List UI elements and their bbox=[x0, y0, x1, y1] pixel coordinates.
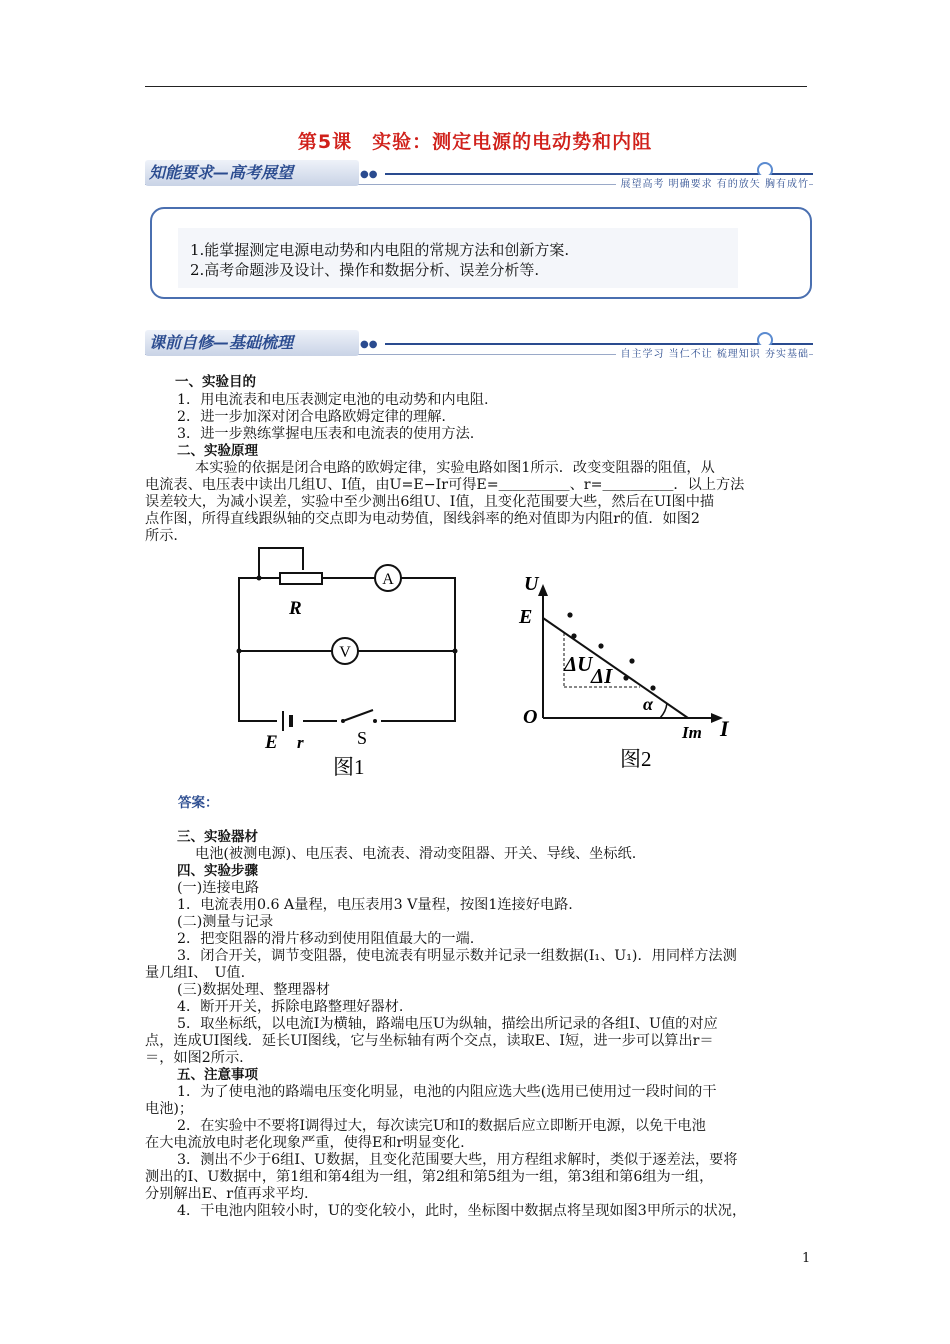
im-label: Im bbox=[682, 723, 702, 742]
dots-icon: ●● bbox=[360, 169, 378, 180]
header-rule bbox=[145, 86, 807, 87]
alpha-label: α bbox=[643, 694, 653, 714]
text-line: 2．进一步加深对闭合电路欧姆定律的理解. bbox=[177, 409, 446, 425]
delta-i-label: ΔI bbox=[591, 664, 613, 688]
banner-title: 知能要求—高考展望 bbox=[145, 160, 359, 186]
dots-icon: ●● bbox=[360, 339, 378, 350]
u-axis-label: U bbox=[524, 573, 539, 595]
answer-label: 答案： bbox=[178, 795, 219, 811]
text-line: 3．进一步熟练掌握电压表和电流表的使用方法. bbox=[177, 426, 475, 442]
emf-label: E bbox=[265, 732, 278, 753]
ammeter-label: A bbox=[382, 571, 394, 588]
text-line: ＝，如图2所示. bbox=[145, 1050, 244, 1066]
heading: 一、实验目的 bbox=[175, 374, 256, 390]
heading: 二、实验原理 bbox=[177, 443, 258, 459]
internal-resistance-label: r bbox=[297, 733, 304, 752]
section-banner-basics bbox=[145, 330, 813, 360]
i-axis-label: I bbox=[720, 716, 729, 741]
figure-2-caption: 图2 bbox=[620, 747, 652, 771]
text-line: 5．取坐标纸，以电流I为横轴，路端电压U为纵轴，描绘出所记录的各组I、U值的对应 bbox=[177, 1016, 718, 1032]
e-label: E bbox=[519, 606, 533, 628]
requirement-item: 2.高考命题涉及设计、操作和数据分析、误差分析等. bbox=[190, 261, 540, 279]
rheostat-symbol bbox=[280, 573, 322, 584]
text-line: 1．电流表用0.6 A量程，电压表用3 V量程，按图1连接好电路. bbox=[177, 897, 573, 913]
text-line: 电池)； bbox=[145, 1101, 194, 1117]
text-line: 1．为了使电池的路端电压变化明显，电池的内阻应选大些(选用已使用过一段时间的干 bbox=[177, 1084, 717, 1100]
figure-2-graph bbox=[510, 570, 750, 780]
banner-slogan: 自主学习 当仁不让 梳理知识 夯实基础 bbox=[616, 345, 809, 360]
heading: 四、实验步骤 bbox=[177, 863, 258, 879]
switch-label: S bbox=[357, 728, 368, 748]
voltmeter-label: V bbox=[339, 644, 351, 661]
banner-title: 课前自修—基础梳理 bbox=[145, 330, 359, 356]
text-line: 点，连成UI图线．延长UI图线，它与坐标轴有两个交点，读取E、I短，进一步可以算出r＝ bbox=[145, 1033, 714, 1049]
requirement-item: 1.能掌握测定电源电动势和内电阻的常规方法和创新方案. bbox=[190, 241, 570, 259]
text-line: 2．把变阻器的滑片移动到使用阻值最大的一端. bbox=[177, 931, 475, 947]
text-line: (一)连接电路 bbox=[177, 880, 260, 896]
text-line: 点作图，所得直线跟纵轴的交点即为电动势值，图线斜率的绝对值即为内阻r的值．如图2 bbox=[145, 511, 700, 527]
page-number: 1 bbox=[802, 1251, 811, 1266]
text-line: 4．干电池内阻较小时，U的变化较小，此时，坐标图中数据点将呈现如图3甲所示的状况， bbox=[177, 1203, 747, 1219]
text-line: 3．测出不少于6组I、U数据，且变化范围要大些，用方程组求解时，类似于逐差法，要将 bbox=[177, 1152, 738, 1168]
section-banner-requirements bbox=[145, 160, 813, 190]
figure-1-caption: 图1 bbox=[333, 755, 365, 779]
text-line: 3．闭合开关，调节变阻器，使电流表有明显示数并记录一组数据(I₁、U₁)．用同样方法测 bbox=[177, 948, 737, 964]
text-line: 本实验的依据是闭合电路的欧姆定律，实验电路如图1所示．改变变阻器的阻值，从 bbox=[195, 460, 715, 476]
text-line: (二)测量与记录 bbox=[177, 914, 274, 930]
text-line: 测出的I、U数据中，第1组和第4组为一组，第2组和第5组为一组，第3组和第6组为一组， bbox=[145, 1169, 714, 1185]
text-line: 电池(被测电源)、电压表、电流表、滑动变阻器、开关、导线、坐标纸. bbox=[195, 846, 637, 862]
resistor-label: R bbox=[289, 598, 302, 619]
heading: 五、注意事项 bbox=[177, 1067, 258, 1083]
text-line: (三)数据处理、整理器材 bbox=[177, 982, 330, 998]
text-line: 分别解出E、r值再求平均. bbox=[145, 1186, 309, 1202]
text-line: 量几组I、 U值. bbox=[145, 965, 246, 981]
delta-u-label: ΔU bbox=[564, 652, 593, 676]
banner-slogan: 展望高考 明确要求 有的放矢 胸有成竹 bbox=[616, 175, 809, 190]
page-title: 第5课 实验：测定电源的电动势和内阻 bbox=[297, 131, 653, 153]
text-line: 在大电流放电时老化现象严重，使得E和r明显变化. bbox=[145, 1135, 465, 1151]
text-line: 1．用电流表和电压表测定电池的电动势和内电阻. bbox=[177, 392, 489, 408]
text-line: 2．在实验中不要将I调得过大，每次读完U和I的数据后应立即断开电源，以免干电池 bbox=[177, 1118, 706, 1134]
text-line: 误差较大，为减小误差，实验中至少测出6组U、I值，且变化范围要大些，然后在UI图中描 bbox=[145, 494, 715, 510]
origin-label: O bbox=[523, 706, 538, 728]
text-line: 电流表、电压表中读出几组U、I值，由U=E−Ir可得E=＿＿＿＿＿、r=＿＿＿＿＿．以上方法 bbox=[145, 477, 745, 493]
heading: 三、实验器材 bbox=[177, 829, 258, 845]
text-line: 所示. bbox=[145, 528, 178, 544]
text-line: 4．断开开关，拆除电路整理好器材. bbox=[177, 999, 404, 1015]
figure-1-circuit bbox=[225, 540, 470, 785]
